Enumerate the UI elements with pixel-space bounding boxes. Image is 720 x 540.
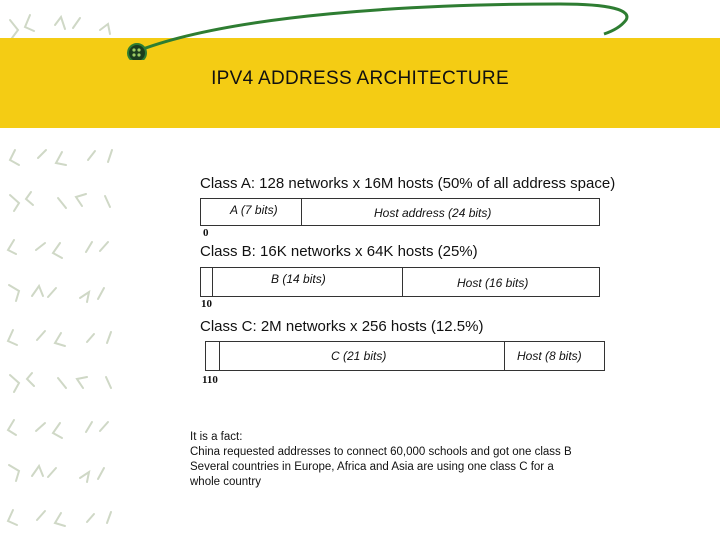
class-b-network-label: B (14 bits) [271,272,326,286]
class-c-network-label: C (21 bits) [331,349,387,363]
class-a-prefix: 0 [203,227,209,239]
class-b-divider-2 [402,268,403,296]
class-c-host-label: Host (8 bits) [517,349,582,363]
facts-line: It is a fact: [190,431,243,443]
class-c-prefix: 110 [202,374,218,386]
facts-line: China requested addresses to connect 60,000 schools and got one class B [190,446,572,458]
class-a-host-label: Host address (24 bits) [374,206,492,220]
class-a-divider [301,199,302,225]
class-c-title: Class C: 2M networks x 256 hosts (12.5%) [200,318,484,335]
class-a-network-label: A (7 bits) [230,203,278,217]
class-b-bar [200,267,600,297]
facts-line: whole country [190,476,261,488]
facts-text-block [190,430,660,490]
class-c-divider-2 [504,342,505,370]
facts-line: Several countries in Europe, Africa and Asia are using one class C for a [190,461,554,473]
class-b-prefix: 10 [201,298,212,310]
class-b-title: Class B: 16K networks x 64K hosts (25%) [200,243,478,260]
decorative-swoosh [0,0,720,60]
class-b-host-label: Host (16 bits) [457,276,529,290]
class-c-divider-1 [219,342,220,370]
class-b-divider-1 [212,268,213,296]
class-a-title: Class A: 128 networks x 16M hosts (50% of all address space) [200,175,616,192]
slide-title: IPV4 ADDRESS ARCHITECTURE [211,68,509,89]
